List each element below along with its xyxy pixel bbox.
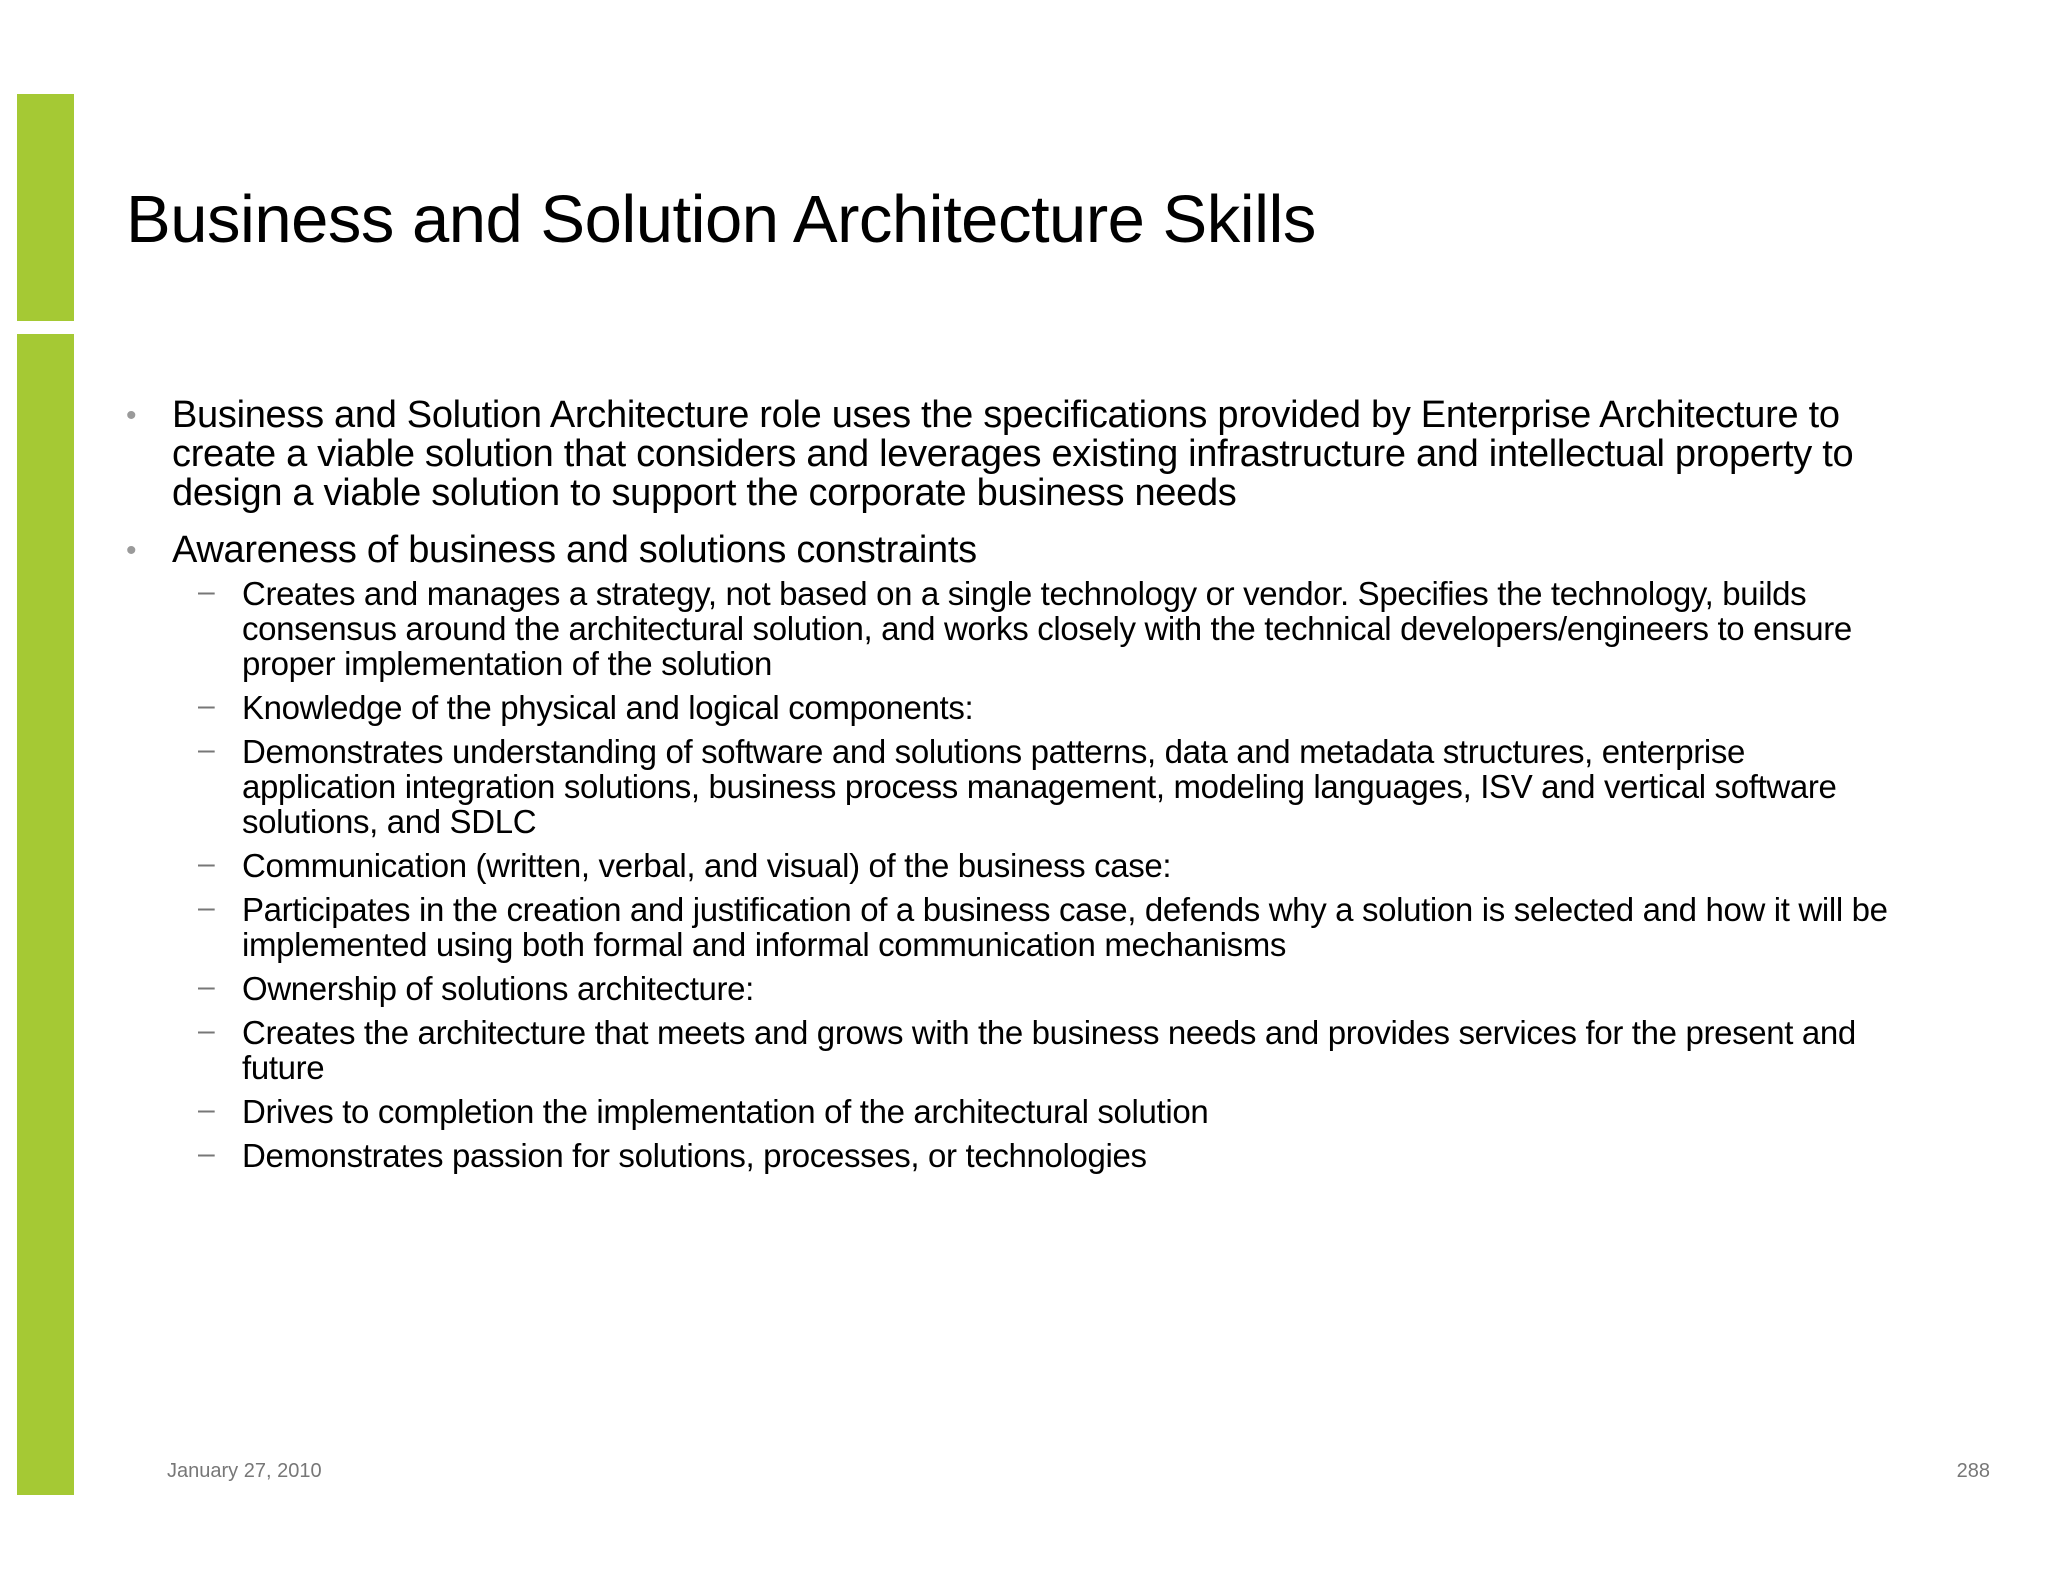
sub-bullet-text: Demonstrates understanding of software and solutions patterns, data and metadata structures, enterprise application integration solutions, business process management, modeling languages, ISV and vertical software solutions, and SDLC	[242, 733, 1837, 840]
sub-bullet-item	[0, 734, 1902, 839]
sub-bullet-item	[0, 1138, 1902, 1173]
bullet-item	[0, 531, 1922, 570]
accent-bar-top	[17, 94, 74, 321]
footer-date: January 27, 2010	[167, 1460, 322, 1482]
dash-icon: –	[198, 970, 215, 1003]
bullet-dot-icon: •	[126, 399, 137, 432]
page-number: 288	[1956, 1460, 1990, 1482]
bullet-text: Awareness of business and solutions constraints	[172, 529, 977, 571]
dash-icon: –	[198, 575, 215, 608]
bullet-item	[0, 396, 1922, 513]
sub-bullet-list	[0, 576, 2048, 1173]
sub-bullet-item	[0, 1094, 1902, 1129]
sub-bullet-item	[0, 848, 1902, 883]
slide-body	[0, 396, 2048, 1182]
dash-icon: –	[198, 1014, 215, 1047]
dash-icon: –	[198, 891, 215, 924]
dash-icon: –	[198, 733, 215, 766]
sub-bullet-text: Ownership of solutions architecture:	[242, 970, 754, 1007]
dash-icon: –	[198, 1137, 215, 1170]
sub-bullet-text: Communication (written, verbal, and visual) of the business case:	[242, 847, 1172, 884]
sub-bullet-text: Creates and manages a strategy, not based on a single technology or vendor. Specifies the technology, builds consensus around the architectural solution, and works closely with the technical developers/engineers to ensure proper implementation of the solution	[242, 575, 1852, 682]
bullet-dot-icon: •	[126, 534, 137, 567]
sub-bullet-text: Participates in the creation and justification of a business case, defends why a solution is selected and how it will be implemented using both formal and informal communication mechanisms	[242, 891, 1888, 963]
sub-bullet-item	[0, 1015, 1902, 1085]
sub-bullet-item	[0, 892, 1902, 962]
dash-icon: –	[198, 1093, 215, 1126]
sub-bullet-item	[0, 971, 1902, 1006]
dash-icon: –	[198, 689, 215, 722]
sub-bullet-item	[0, 690, 1902, 725]
sub-bullet-text: Creates the architecture that meets and grows with the business needs and provides services for the present and future	[242, 1014, 1856, 1086]
sub-bullet-text: Demonstrates passion for solutions, processes, or technologies	[242, 1137, 1147, 1174]
sub-bullet-text: Drives to completion the implementation of the architectural solution	[242, 1093, 1209, 1130]
bullet-text: Business and Solution Architecture role uses the specifications provided by Enterprise Architecture to create a viable solution that considers and leverages existing infrastructure and intellectual property to design a viable solution to support the corporate business needs	[172, 394, 1854, 514]
dash-icon: –	[198, 847, 215, 880]
sub-bullet-text: Knowledge of the physical and logical components:	[242, 689, 974, 726]
sub-bullet-item	[0, 576, 1902, 681]
slide-title: Business and Solution Architecture Skills	[126, 182, 1316, 257]
